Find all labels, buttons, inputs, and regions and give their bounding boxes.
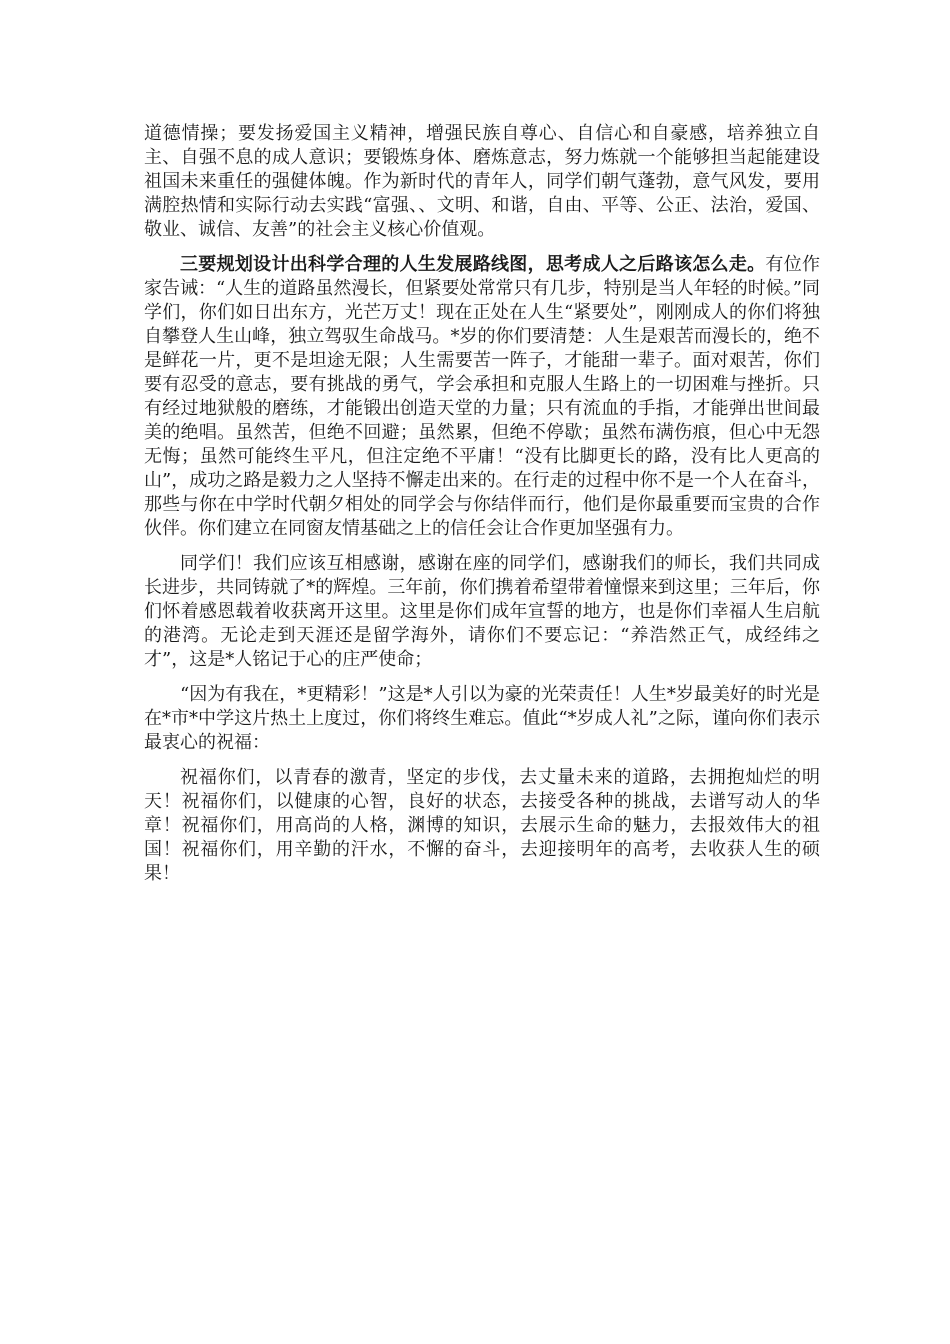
paragraph-pride: “因为有我在，*更精彩！”这是*人引以为豪的光荣责任！人生*岁最美好的时光是在*市*中学这片热土上度过，你们将终生难忘。值此“*岁成人礼”之际，谨向你们表示最衷心的祝福： xyxy=(144,684,820,753)
paragraph-gratitude: 同学们！我们应该互相感谢，感谢在座的同学们，感谢我们的师长，我们共同成长进步，共同铸就了*的辉煌。三年前，你们携着希望带着憧憬来到这里；三年后，你们怀着感恩载着收获离开这里。这里是你们成年宣誓的地方，也是你们幸福人生启航的港湾。无论走到天涯还是留学海外，请你们不要忘记：“养浩然正气，成经纬之才”，这是*人铭记于心的庄严使命； xyxy=(144,553,820,670)
section-heading: 三要规划设计出科学合理的人生发展路线图，思考成人之后路该怎么走。 xyxy=(180,254,766,275)
paragraph-blessing: 祝福你们，以青春的激青，坚定的步伐，去丈量未来的道路，去拥抱灿烂的明天！祝福你们，以健康的心智，良好的状态，去接受各种的挑战，去谱写动人的华章！祝福你们，用高尚的人格，渊博的知识，去展示生命的魅力，去报效伟大的祖国！祝福你们，用辛勤的汗水，不懈的奋斗，去迎接明年的高考，去收获人生的硕果！ xyxy=(144,767,820,884)
document-body xyxy=(144,122,820,897)
paragraph-text: 有位作家告诫：“人生的道路虽然漫长，但紧要处常常只有几步，特别是当人年轻的时候。”同学们，你们如日出东方，光芒万丈！现在正处在人生“紧要处”，刚刚成人的你们将独自攀登人生山峰，独立驾驭生命战马。*岁的你们要清楚：人生是艰苦而漫长的，绝不是鲜花一片，更不是坦途无限；人生需要苦一阵子，才能甜一辈子。面对艰苦，你们要有忍受的意志，要有挑战的勇气，学会承担和克服人生路上的一切困难与挫折。只有经过地狱般的磨练，才能锻出创造天堂的力量；只有流血的手指，才能弹出世间最美的绝唱。虽然苦，但绝不回避；虽然累，但绝不停歇；虽然布满伤痕，但心中无怨无悔；虽然可能终生平凡，但注定绝不平庸！“没有比脚更长的路，没有比人更高的山”，成功之路是毅力之人坚持不懈走出来的。在行走的过程中你不是一个人在奋斗，那些与你在中学时代朝夕相处的同学会与你结伴而行，他们是你最重要而宝贵的合作伙伴。你们建立在同窗友情基础之上的信任会让合作更加坚强有力。 xyxy=(144,254,821,539)
paragraph-continued: 道德情操；要发扬爱国主义精神，增强民族自尊心、自信心和自豪感，培养独立自主、自强不息的成人意识；要锻炼身体、磨炼意志，努力炼就一个能够担当起能建设祖国未来重任的强健体魄。作为新时代的青年人，同学们朝气蓬勃，意气风发，要用满腔热情和实际行动去实践“富强、、文明、和谐，自由、平等、公正、法治，爱国、敬业、诚信、友善”的社会主义核心价值观。 xyxy=(144,123,820,240)
paragraph-section-three xyxy=(144,253,820,541)
